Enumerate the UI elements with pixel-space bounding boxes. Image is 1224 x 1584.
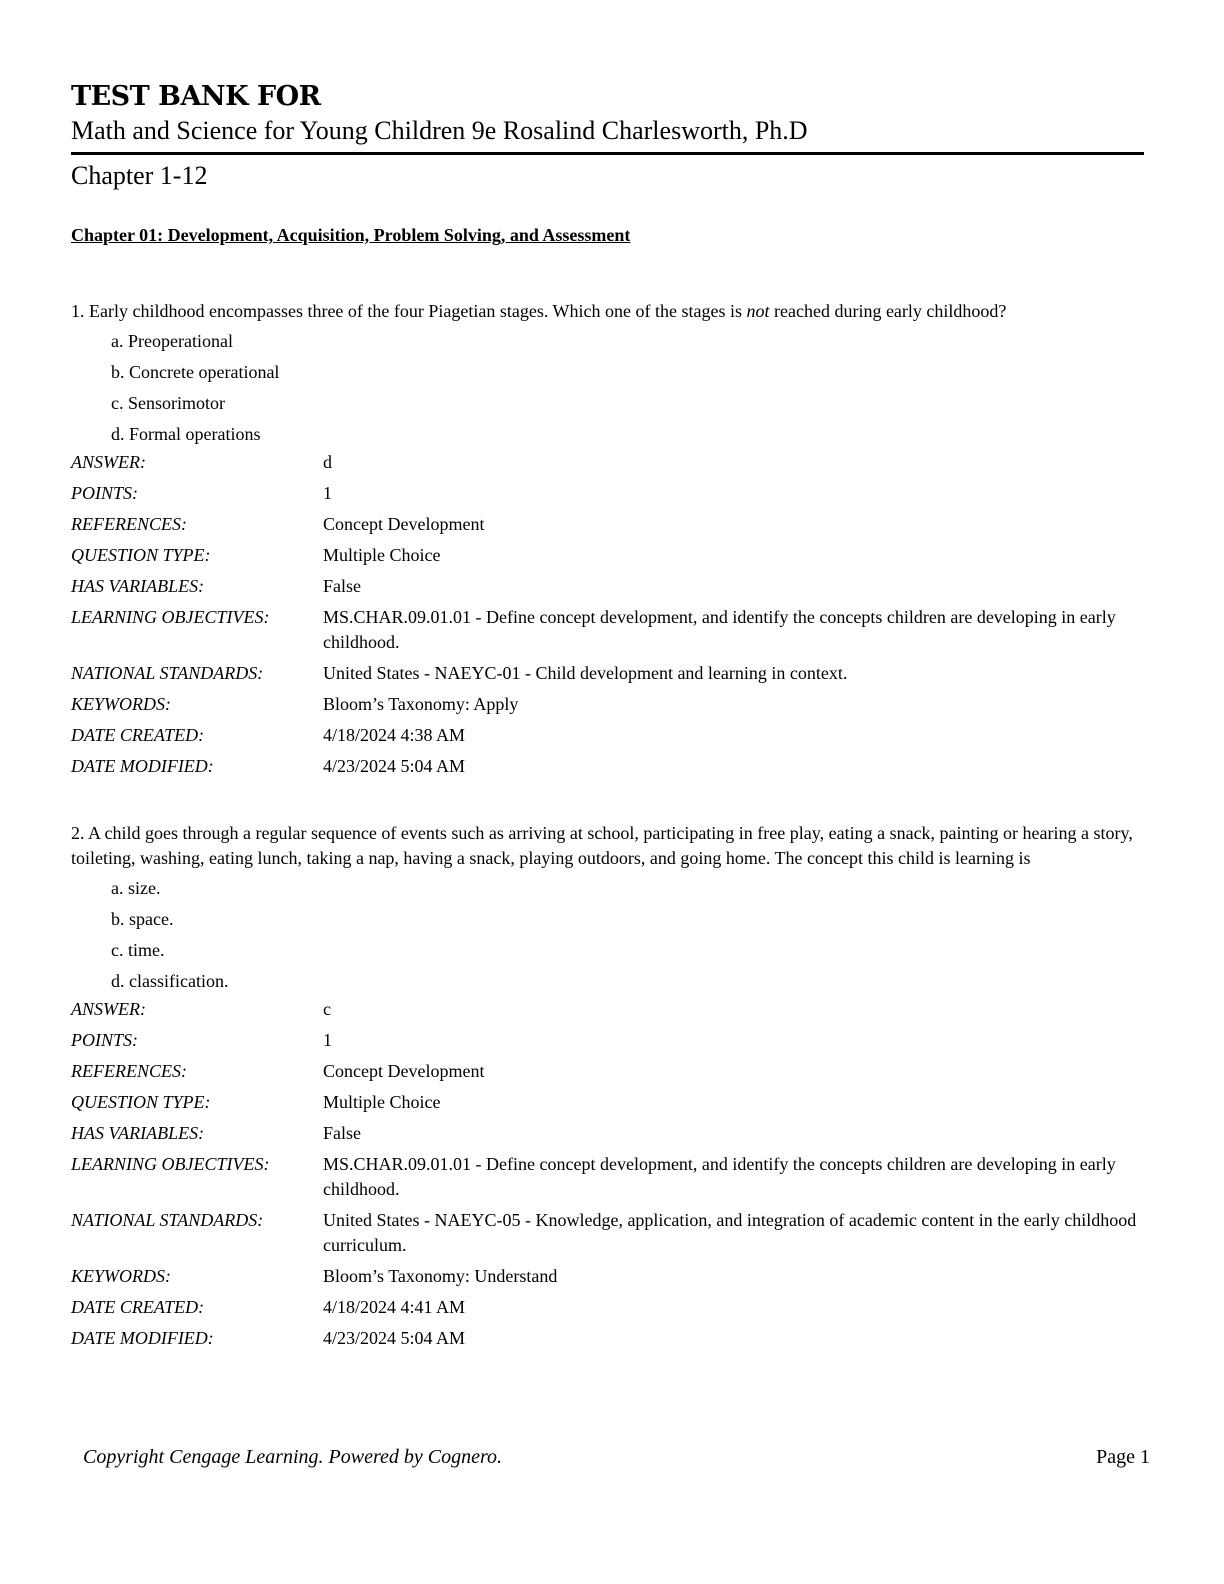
meta-row-question-type	[71, 543, 1144, 574]
meta-row-points	[71, 1028, 1144, 1059]
option-d: d. Formal operations	[111, 424, 261, 444]
meta-label: DATE CREATED:	[71, 1297, 205, 1317]
meta-row-answer	[71, 997, 1144, 1028]
meta-value: False	[323, 1123, 361, 1143]
meta-label: QUESTION TYPE:	[71, 545, 211, 565]
meta-value: 1	[323, 483, 332, 503]
meta-value: United States - NAEYC-01 - Child development and learning in context.	[323, 663, 848, 683]
question-2	[71, 821, 1144, 1357]
meta-label: LEARNING OBJECTIVES:	[71, 607, 270, 627]
meta-row-points	[71, 481, 1144, 512]
meta-label: REFERENCES:	[71, 514, 187, 534]
meta-row-has-variables	[71, 1121, 1144, 1152]
meta-value: MS.CHAR.09.01.01 - Define concept development, and identify the concepts children are developing in early childhood.	[323, 607, 1116, 652]
meta-label: POINTS:	[71, 1030, 138, 1050]
meta-label: DATE MODIFIED:	[71, 756, 214, 776]
meta-value: Multiple Choice	[323, 545, 441, 565]
meta-value: 4/23/2024 5:04 AM	[323, 756, 466, 776]
page-title: TEST BANK FOR	[71, 81, 321, 112]
meta-value: 4/18/2024 4:41 AM	[323, 1297, 466, 1317]
meta-value: 4/18/2024 4:38 AM	[323, 725, 466, 745]
meta-row-learning-objectives	[71, 605, 1144, 661]
meta-row-references	[71, 1059, 1144, 1090]
meta-label: DATE MODIFIED:	[71, 1328, 214, 1348]
option-c: c. time.	[111, 940, 165, 960]
meta-row-national-standards	[71, 1208, 1144, 1264]
question-metadata	[71, 450, 1144, 785]
meta-label: ANSWER:	[71, 999, 146, 1019]
question-stem-part: 1. Early childhood encompasses three of the four Piagetian stages. Which one of the stages is	[71, 301, 747, 321]
option-a: a. Preoperational	[111, 331, 233, 351]
meta-value: Bloom’s Taxonomy: Understand	[323, 1266, 558, 1286]
question-1	[71, 299, 1144, 785]
meta-row-date-created	[71, 723, 1144, 754]
chapter-range: Chapter 1-12	[71, 161, 208, 190]
meta-row-references	[71, 512, 1144, 543]
question-metadata	[71, 997, 1144, 1357]
question-stem-emphasis: not	[746, 301, 770, 321]
meta-row-date-modified	[71, 1326, 1144, 1357]
option-d: d. classification.	[111, 971, 229, 991]
meta-label: HAS VARIABLES:	[71, 1123, 205, 1143]
meta-value: MS.CHAR.09.01.01 - Define concept development, and identify the concepts children are developing in early childhood.	[323, 1154, 1116, 1199]
meta-label: POINTS:	[71, 483, 138, 503]
meta-row-date-modified	[71, 754, 1144, 785]
question-stem-part: reached during early childhood?	[769, 301, 1007, 321]
meta-value: Bloom’s Taxonomy: Apply	[323, 694, 519, 714]
meta-row-answer	[71, 450, 1144, 481]
meta-value: 4/23/2024 5:04 AM	[323, 1328, 466, 1348]
chapter-heading: Chapter 01: Development, Acquisition, Problem Solving, and Assessment	[71, 225, 631, 245]
document-page	[71, 80, 1144, 1357]
meta-value: False	[323, 576, 361, 596]
meta-label: NATIONAL STANDARDS:	[71, 663, 264, 683]
meta-value: Concept Development	[323, 1061, 485, 1081]
question-stem: 2. A child goes through a regular sequence of events such as arriving at school, participating in free play, eating a snack, painting or hearing a story, toileting, washing, eating lunch, taking a nap, having a snack, playing outdoors, and going home. The concept this child is learning is	[71, 823, 1133, 868]
meta-label: KEYWORDS:	[71, 694, 171, 714]
meta-value: d	[323, 452, 332, 472]
meta-value: Multiple Choice	[323, 1092, 441, 1112]
meta-value: 1	[323, 1030, 332, 1050]
meta-label: HAS VARIABLES:	[71, 576, 205, 596]
option-b: b. space.	[111, 909, 174, 929]
meta-value: United States - NAEYC-05 - Knowledge, application, and integration of academic content in the early childhood curriculum.	[323, 1210, 1137, 1255]
answer-options	[71, 873, 1144, 997]
meta-label: REFERENCES:	[71, 1061, 187, 1081]
copyright-notice: Copyright Cengage Learning. Powered by Cognero.	[83, 1446, 503, 1468]
meta-label: LEARNING OBJECTIVES:	[71, 1154, 270, 1174]
meta-value: Concept Development	[323, 514, 485, 534]
meta-label: DATE CREATED:	[71, 725, 205, 745]
page-number: Page 1	[1096, 1446, 1150, 1468]
meta-row-date-created	[71, 1295, 1144, 1326]
book-title: Math and Science for Young Children 9e Rosalind Charlesworth, Ph.D	[71, 114, 1144, 155]
meta-row-keywords	[71, 1264, 1144, 1295]
meta-value: c	[323, 999, 331, 1019]
question-stem	[71, 299, 1144, 324]
meta-row-has-variables	[71, 574, 1144, 605]
option-a: a. size.	[111, 878, 161, 898]
answer-options	[71, 326, 1144, 450]
meta-label: QUESTION TYPE:	[71, 1092, 211, 1112]
meta-label: KEYWORDS:	[71, 1266, 171, 1286]
meta-row-learning-objectives	[71, 1152, 1144, 1208]
meta-row-keywords	[71, 692, 1144, 723]
meta-row-national-standards	[71, 661, 1144, 692]
meta-label: NATIONAL STANDARDS:	[71, 1210, 264, 1230]
option-c: c. Sensorimotor	[111, 393, 225, 413]
meta-label: ANSWER:	[71, 452, 146, 472]
option-b: b. Concrete operational	[111, 362, 280, 382]
meta-row-question-type	[71, 1090, 1144, 1121]
